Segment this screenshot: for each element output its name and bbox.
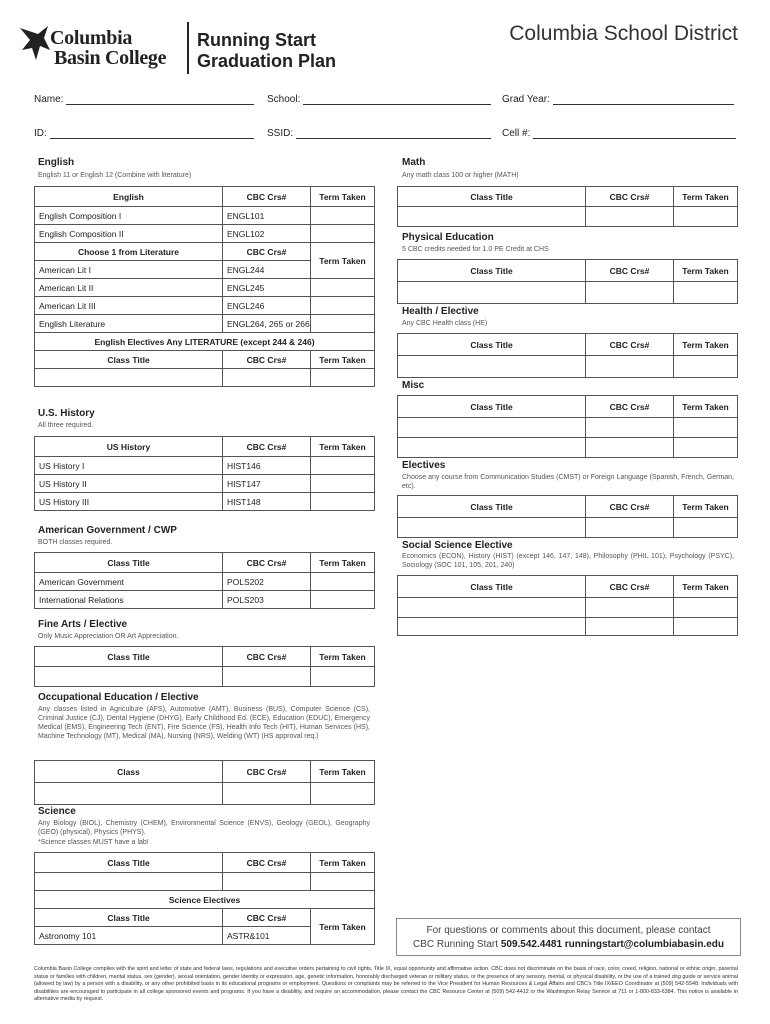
term-header: Term Taken	[311, 909, 375, 945]
us-history-table	[34, 436, 375, 511]
english-table	[34, 186, 375, 387]
class-title-header: Class Title	[398, 576, 586, 598]
entry-cell[interactable]	[586, 418, 674, 438]
entry-cell[interactable]	[586, 598, 674, 618]
occupational-table	[34, 760, 375, 805]
class-title-header: Class Title	[35, 853, 223, 873]
entry-cell[interactable]	[674, 618, 738, 636]
entry-cell[interactable]	[35, 369, 223, 387]
us-history-title: U.S. History	[38, 408, 95, 419]
contact-phone-email[interactable]: 509.542.4481 runningstart@columbiabasin.edu	[500, 939, 724, 950]
crs-header: CBC Crs#	[586, 260, 674, 282]
crs-header: CBC Crs#	[223, 761, 311, 783]
social-science-title: Social Science Elective	[402, 540, 513, 551]
course-title: English Composition I	[35, 207, 223, 225]
class-title-header: Class Title	[398, 334, 586, 356]
course-title: US History III	[35, 493, 223, 511]
science-title: Science	[38, 806, 76, 817]
social-science-table	[397, 575, 738, 636]
crs-header: CBC Crs#	[223, 437, 311, 457]
course-number: ENGL264, 265 or 266	[223, 315, 311, 333]
pe-table	[397, 259, 738, 304]
crs-header: CBC Crs#	[586, 576, 674, 598]
fine-arts-table	[34, 646, 375, 687]
fine-arts-title: Fine Arts / Elective	[38, 619, 128, 630]
college-logo-icon	[18, 20, 52, 62]
course-number: ENGL102	[223, 225, 311, 243]
entry-cell[interactable]	[674, 438, 738, 458]
crs-header: CBC Crs#	[223, 909, 311, 927]
course-title: US History II	[35, 475, 223, 493]
math-title: Math	[402, 157, 426, 168]
entry-cell[interactable]	[586, 282, 674, 304]
course-title: American Lit II	[35, 279, 223, 297]
term-cell[interactable]	[311, 225, 375, 243]
term-cell[interactable]	[311, 573, 375, 591]
us-history-note: All three required.	[38, 422, 94, 429]
term-cell[interactable]	[311, 297, 375, 315]
logo-line-1: Columbia	[50, 27, 133, 49]
id-label: ID:	[34, 128, 47, 139]
course-number: HIST146	[223, 457, 311, 475]
entry-cell[interactable]	[311, 783, 375, 805]
entry-cell[interactable]	[586, 618, 674, 636]
electives-title: Electives	[402, 460, 446, 471]
crs-header: CBC Crs#	[223, 647, 311, 667]
class-title-header: Class Title	[398, 187, 586, 207]
entry-cell[interactable]	[223, 873, 311, 891]
science-note: Any Biology (BIOL), Chemistry (CHEM), Environmental Science (ENVS), Geology (GEOL), Geography (GEO) (physical), Physics (PHYS).	[38, 820, 370, 836]
course-number: ENGL245	[223, 279, 311, 297]
contact-line-2	[397, 938, 740, 952]
course-number: ENGL244	[223, 261, 311, 279]
title-line-1: Running Start	[197, 30, 316, 50]
course-number: ENGL101	[223, 207, 311, 225]
course-title: US History I	[35, 457, 223, 475]
class-title-header: Class Title	[35, 351, 223, 369]
term-header: Term Taken	[674, 260, 738, 282]
entry-cell[interactable]	[398, 418, 586, 438]
course-title: English Composition II	[35, 225, 223, 243]
social-science-note: Economics (ECON), History (HIST) (except 146, 147, 148), Philosophy (PHIL 101), Psychology (PSYC), Sociology (SOC 101, 105, 201, 240)	[402, 553, 734, 569]
entry-cell[interactable]	[674, 418, 738, 438]
term-cell[interactable]	[311, 315, 375, 333]
entry-cell[interactable]	[398, 518, 586, 538]
college-logo-text	[50, 28, 166, 68]
math-table	[397, 186, 738, 227]
entry-cell[interactable]	[398, 356, 586, 378]
health-title: Health / Elective	[402, 306, 479, 317]
entry-cell[interactable]	[674, 518, 738, 538]
us-history-header: US History	[35, 437, 223, 457]
crs-header: CBC Crs#	[586, 187, 674, 207]
entry-cell[interactable]	[223, 667, 311, 687]
contact-box	[396, 918, 741, 956]
district-name: Columbia School District	[509, 22, 738, 45]
term-header: Term Taken	[311, 243, 375, 279]
course-title: International Relations	[35, 591, 223, 609]
term-header: Term Taken	[674, 396, 738, 418]
term-cell[interactable]	[311, 591, 375, 609]
term-header: Term Taken	[311, 553, 375, 573]
class-title-header: Class Title	[398, 396, 586, 418]
term-cell[interactable]	[311, 457, 375, 475]
entry-cell[interactable]	[35, 667, 223, 687]
entry-cell[interactable]	[586, 356, 674, 378]
crs-header: CBC Crs#	[223, 553, 311, 573]
science-lab-note: *Science classes MUST have a lab!	[38, 839, 149, 846]
contact-line-1: For questions or comments about this document, please contact	[426, 925, 711, 936]
term-header: Term Taken	[311, 437, 375, 457]
term-header: Term Taken	[311, 351, 375, 369]
term-header: Term Taken	[674, 576, 738, 598]
american-gov-title: American Government / CWP	[38, 525, 177, 536]
entry-cell[interactable]	[223, 783, 311, 805]
entry-cell[interactable]	[35, 873, 223, 891]
id-field[interactable]	[34, 128, 254, 139]
course-title: Astronomy 101	[35, 927, 223, 945]
entry-cell[interactable]	[586, 438, 674, 458]
entry-cell[interactable]	[398, 598, 586, 618]
entry-cell[interactable]	[311, 667, 375, 687]
american-gov-note: BOTH classes required.	[38, 539, 113, 546]
science-electives-title: Science Electives	[35, 891, 375, 909]
crs-header: CBC Crs#	[223, 187, 311, 207]
entry-cell[interactable]	[398, 618, 586, 636]
electives-table	[397, 495, 738, 538]
entry-cell[interactable]	[586, 518, 674, 538]
name-field[interactable]	[34, 94, 254, 105]
header-divider	[187, 22, 189, 74]
entry-cell[interactable]	[398, 207, 586, 227]
class-title-header: Class Title	[398, 260, 586, 282]
entry-cell[interactable]	[35, 783, 223, 805]
crs-header: CBC Crs#	[223, 853, 311, 873]
term-header: Term Taken	[311, 761, 375, 783]
english-note: English 11 or English 12 (Combine with literature)	[38, 172, 192, 179]
term-header: Term Taken	[311, 647, 375, 667]
title-line-2: Graduation Plan	[197, 51, 337, 71]
logo-line-2: Basin College	[54, 47, 167, 69]
course-title: American Government	[35, 573, 223, 591]
term-cell[interactable]	[311, 279, 375, 297]
occupational-note: Any classes listed in Agriculture (AFS), Automotive (AMT), Business (BUS), Computer Science (CS), Criminal Justice (CJ), Dental Hygiene (DHYG), Early Childhood Ed. (ECE), Education (EDUC), Emergency Medical (EMS), Engineering Tech (ENT), Fire Science (FS), Health Info Tech (HIT), Human Services (HS), Machine Technology (MT), Medical (MA), Nursing (NRS), Welding (WT) (HS approval req.)	[38, 706, 370, 740]
school-field[interactable]	[267, 94, 491, 105]
course-number: ASTR&101	[223, 927, 311, 945]
entry-cell[interactable]	[674, 282, 738, 304]
health-note: Any CBC Health class (HE)	[402, 320, 488, 327]
math-note: Any math class 100 or higher (MATH)	[402, 172, 519, 179]
english-title: English	[38, 157, 75, 168]
course-number: POLS202	[223, 573, 311, 591]
english-electives-title: English Electives Any LITERATURE (except 244 & 246)	[35, 333, 375, 351]
course-number: HIST147	[223, 475, 311, 493]
fine-arts-note: Only Music Appreciation OR Art Appreciation.	[38, 633, 179, 640]
pe-note: 5 CBC credits needed for 1.0 PE Credit at CHS	[402, 246, 549, 253]
nondiscrimination-notice: Columbia Basin College complies with the spirit and letter of state and federal laws, regulations and executive orders pertaining to civil rights, Title IX, equal opportunity and affirmative action. CBC does not discriminate on the basis of race, color, creed, religion, national or ethnic origin, parental status or families with children, marital status, sex (gender), sexual orientation, gender identity or expression, age, genetic information, honorably discharged veteran or military status, or the presence of any sensory, mental, or physical disability, or the use of a trained dog guide or service animal (allowed by law) by a person with a disability, or any other prohibited basis in its educational programs or employment. Questions or complaints may be referred to the Vice President for Human Resources & Legal Affairs and CBC's Title IX/EEO Coordinator at (509) 542-5548. Individuals with disabilities are encouraged to participate in all college sponsored events and programs. If you have a disability, and require an accommodation, please contact the CBC Resource Center at (509) 542-4412 or the Washington Relay Service at 711 or 1-800-833-6384. This notice is available in alternative media by request.	[34, 966, 738, 1003]
misc-title: Misc	[402, 380, 425, 391]
class-title-header: Class Title	[35, 553, 223, 573]
entry-cell[interactable]	[398, 282, 586, 304]
health-table	[397, 333, 738, 378]
english-header: English	[35, 187, 223, 207]
term-header: Term Taken	[311, 187, 375, 207]
document-title	[197, 30, 336, 72]
crs-header: CBC Crs#	[586, 334, 674, 356]
ssid-field[interactable]	[267, 128, 491, 139]
term-header: Term Taken	[674, 496, 738, 518]
cell-field[interactable]	[502, 128, 736, 139]
course-title: English Literature	[35, 315, 223, 333]
term-cell[interactable]	[311, 475, 375, 493]
term-cell[interactable]	[311, 493, 375, 511]
class-header: Class	[35, 761, 223, 783]
american-gov-table	[34, 552, 375, 609]
entry-cell[interactable]	[674, 356, 738, 378]
course-number: HIST148	[223, 493, 311, 511]
entry-cell[interactable]	[223, 369, 311, 387]
entry-cell[interactable]	[586, 207, 674, 227]
name-label: Name:	[34, 94, 64, 105]
course-title: American Lit III	[35, 297, 223, 315]
ssid-label: SSID:	[267, 128, 294, 139]
entry-cell[interactable]	[311, 369, 375, 387]
occupational-title: Occupational Education / Elective	[38, 692, 199, 703]
term-header: Term Taken	[311, 853, 375, 873]
entry-cell[interactable]	[674, 598, 738, 618]
entry-cell[interactable]	[311, 873, 375, 891]
crs-header: CBC Crs#	[586, 396, 674, 418]
entry-cell[interactable]	[398, 438, 586, 458]
misc-table	[397, 395, 738, 458]
school-label: School:	[267, 94, 301, 105]
term-header: Term Taken	[674, 334, 738, 356]
class-title-header: Class Title	[35, 647, 223, 667]
term-cell[interactable]	[311, 207, 375, 225]
course-title: American Lit I	[35, 261, 223, 279]
science-table	[34, 852, 375, 945]
cell-label: Cell #:	[502, 128, 531, 139]
crs-header: CBC Crs#	[223, 243, 311, 261]
pe-title: Physical Education	[402, 232, 494, 243]
course-number: ENGL246	[223, 297, 311, 315]
crs-header: CBC Crs#	[586, 496, 674, 518]
term-header: Term Taken	[674, 187, 738, 207]
class-title-header: Class Title	[35, 909, 223, 927]
crs-header: CBC Crs#	[223, 351, 311, 369]
course-number: POLS203	[223, 591, 311, 609]
grad-year-label: Grad Year:	[502, 94, 550, 105]
grad-year-field[interactable]	[502, 94, 734, 105]
electives-note: Choose any course from Communication Studies (CMST) or Foreign Language (Spanish, French, German, etc).	[402, 474, 734, 490]
entry-cell[interactable]	[674, 207, 738, 227]
literature-header: Choose 1 from Literature	[35, 243, 223, 261]
class-title-header: Class Title	[398, 496, 586, 518]
contact-prefix: CBC Running Start	[413, 939, 501, 950]
